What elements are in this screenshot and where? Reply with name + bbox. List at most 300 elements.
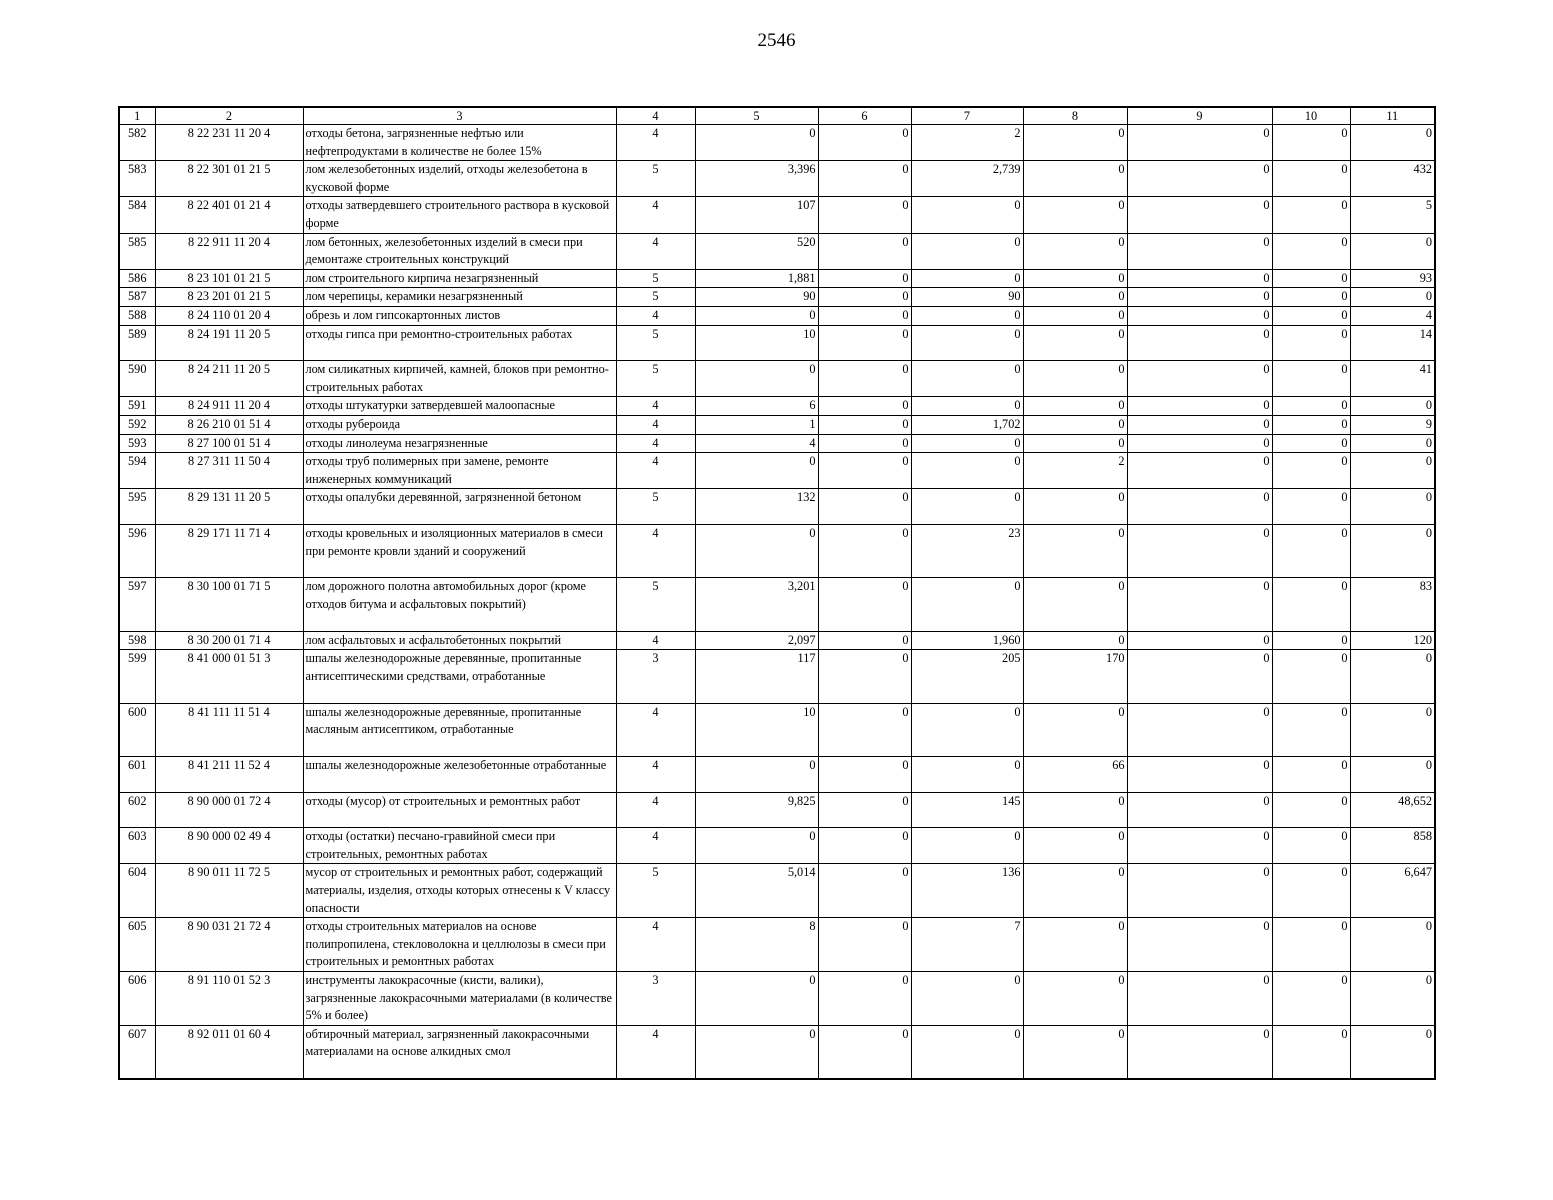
value-cell: 0 [1023, 125, 1127, 161]
column-header: 6 [818, 107, 911, 125]
table-row [119, 578, 1435, 631]
value-cell: 0 [911, 828, 1023, 864]
value-cell: 0 [695, 1025, 818, 1078]
value-cell: 0 [1023, 828, 1127, 864]
hazard-class-cell: 5 [616, 578, 695, 631]
hazard-class-cell: 4 [616, 631, 695, 650]
hazard-class-cell: 4 [616, 306, 695, 325]
value-cell: 0 [1127, 269, 1272, 288]
value-cell: 0 [1023, 197, 1127, 233]
value-cell: 6,647 [1350, 864, 1435, 918]
name-cell: отходы кровельных и изоляционных материалов в смеси при ремонте кровли зданий и сооружений [303, 525, 616, 578]
code-cell: 8 30 100 01 71 5 [155, 578, 303, 631]
value-cell: 0 [1127, 325, 1272, 361]
name-cell: шпалы железнодорожные деревянные, пропитанные антисептическими средствами, отработанные [303, 650, 616, 703]
value-cell: 0 [1127, 161, 1272, 197]
hazard-class-cell: 4 [616, 434, 695, 453]
value-cell: 107 [695, 197, 818, 233]
name-cell: обрезь и лом гипсокартонных листов [303, 306, 616, 325]
table-row [119, 1025, 1435, 1078]
table-row [119, 918, 1435, 972]
code-cell: 8 22 231 11 20 4 [155, 125, 303, 161]
name-cell: лом силикатных кирпичей, камней, блоков при ремонтно-строительных работах [303, 361, 616, 397]
row-number-cell: 602 [119, 792, 155, 828]
row-number-cell: 587 [119, 288, 155, 307]
row-number-cell: 607 [119, 1025, 155, 1078]
value-cell: 0 [1350, 971, 1435, 1025]
value-cell: 90 [911, 288, 1023, 307]
code-cell: 8 90 000 02 49 4 [155, 828, 303, 864]
value-cell: 0 [695, 971, 818, 1025]
value-cell: 0 [1127, 578, 1272, 631]
value-cell: 0 [1023, 918, 1127, 972]
row-number-cell: 605 [119, 918, 155, 972]
value-cell: 0 [818, 489, 911, 525]
value-cell: 2 [911, 125, 1023, 161]
name-cell: отходы труб полимерных при замене, ремонте инженерных коммуникаций [303, 453, 616, 489]
value-cell: 0 [818, 197, 911, 233]
name-cell: отходы рубероида [303, 416, 616, 435]
value-cell: 0 [818, 233, 911, 269]
name-cell: отходы линолеума незагрязненные [303, 434, 616, 453]
value-cell: 0 [818, 397, 911, 416]
row-number-cell: 603 [119, 828, 155, 864]
value-cell: 0 [1272, 416, 1350, 435]
value-cell: 0 [1127, 288, 1272, 307]
value-cell: 0 [818, 269, 911, 288]
value-cell: 0 [1272, 971, 1350, 1025]
value-cell: 0 [1127, 1025, 1272, 1078]
value-cell: 5,014 [695, 864, 818, 918]
table-row [119, 434, 1435, 453]
value-cell: 0 [1272, 792, 1350, 828]
value-cell: 5 [1350, 197, 1435, 233]
value-cell: 0 [1272, 397, 1350, 416]
name-cell: мусор от строительных и ремонтных работ, содержащий материалы, изделия, отходы которых отнесены к V классу опасности [303, 864, 616, 918]
row-number-cell: 583 [119, 161, 155, 197]
value-cell: 120 [1350, 631, 1435, 650]
value-cell: 0 [818, 792, 911, 828]
value-cell: 0 [818, 525, 911, 578]
value-cell: 0 [1272, 361, 1350, 397]
row-number-cell: 600 [119, 703, 155, 756]
value-cell: 0 [1350, 397, 1435, 416]
table-row [119, 453, 1435, 489]
value-cell: 0 [818, 361, 911, 397]
value-cell: 6 [695, 397, 818, 416]
value-cell: 0 [1127, 971, 1272, 1025]
value-cell: 0 [1350, 650, 1435, 703]
value-cell: 0 [1272, 453, 1350, 489]
value-cell: 0 [1272, 197, 1350, 233]
value-cell: 0 [1127, 792, 1272, 828]
code-cell: 8 23 101 01 21 5 [155, 269, 303, 288]
table-row [119, 828, 1435, 864]
value-cell: 0 [911, 756, 1023, 792]
table-row [119, 525, 1435, 578]
table-row [119, 161, 1435, 197]
table-row [119, 650, 1435, 703]
hazard-class-cell: 4 [616, 792, 695, 828]
table-row [119, 306, 1435, 325]
value-cell: 10 [695, 325, 818, 361]
value-cell: 83 [1350, 578, 1435, 631]
value-cell: 93 [1350, 269, 1435, 288]
table-row [119, 489, 1435, 525]
value-cell: 117 [695, 650, 818, 703]
value-cell: 0 [1127, 631, 1272, 650]
column-header: 2 [155, 107, 303, 125]
code-cell: 8 90 031 21 72 4 [155, 918, 303, 972]
value-cell: 10 [695, 703, 818, 756]
value-cell: 0 [1127, 197, 1272, 233]
value-cell: 0 [695, 828, 818, 864]
value-cell: 0 [1023, 269, 1127, 288]
value-cell: 0 [1023, 792, 1127, 828]
name-cell: отходы штукатурки затвердевшей малоопасные [303, 397, 616, 416]
code-cell: 8 22 911 11 20 4 [155, 233, 303, 269]
name-cell: отходы бетона, загрязненные нефтью или нефтепродуктами в количестве не более 15% [303, 125, 616, 161]
value-cell: 0 [1023, 864, 1127, 918]
value-cell: 0 [1127, 918, 1272, 972]
hazard-class-cell: 3 [616, 971, 695, 1025]
value-cell: 0 [1272, 631, 1350, 650]
value-cell: 0 [1350, 756, 1435, 792]
value-cell: 145 [911, 792, 1023, 828]
value-cell: 132 [695, 489, 818, 525]
column-header: 4 [616, 107, 695, 125]
value-cell: 0 [1272, 578, 1350, 631]
value-cell: 0 [1272, 161, 1350, 197]
table-row [119, 125, 1435, 161]
value-cell: 0 [818, 125, 911, 161]
value-cell: 0 [1272, 306, 1350, 325]
value-cell: 0 [695, 453, 818, 489]
code-cell: 8 41 111 11 51 4 [155, 703, 303, 756]
row-number-cell: 589 [119, 325, 155, 361]
row-number-cell: 599 [119, 650, 155, 703]
hazard-class-cell: 5 [616, 361, 695, 397]
value-cell: 0 [818, 288, 911, 307]
table-body [119, 125, 1435, 1079]
name-cell: отходы опалубки деревянной, загрязненной бетоном [303, 489, 616, 525]
value-cell: 0 [818, 703, 911, 756]
hazard-class-cell: 3 [616, 650, 695, 703]
column-header: 11 [1350, 107, 1435, 125]
hazard-class-cell: 4 [616, 453, 695, 489]
value-cell: 0 [1023, 631, 1127, 650]
code-cell: 8 27 311 11 50 4 [155, 453, 303, 489]
value-cell: 0 [1272, 756, 1350, 792]
value-cell: 0 [1127, 306, 1272, 325]
table-row [119, 397, 1435, 416]
hazard-class-cell: 4 [616, 918, 695, 972]
value-cell: 0 [695, 361, 818, 397]
code-cell: 8 91 110 01 52 3 [155, 971, 303, 1025]
row-number-cell: 593 [119, 434, 155, 453]
table-row [119, 971, 1435, 1025]
value-cell: 520 [695, 233, 818, 269]
name-cell: отходы (остатки) песчано-гравийной смеси при строительных, ремонтных работах [303, 828, 616, 864]
value-cell: 0 [818, 1025, 911, 1078]
value-cell: 0 [1023, 971, 1127, 1025]
table-row [119, 269, 1435, 288]
value-cell: 0 [1127, 125, 1272, 161]
row-number-cell: 585 [119, 233, 155, 269]
value-cell: 0 [911, 1025, 1023, 1078]
value-cell: 0 [911, 361, 1023, 397]
value-cell: 0 [1272, 288, 1350, 307]
value-cell: 0 [1350, 434, 1435, 453]
value-cell: 0 [1023, 325, 1127, 361]
row-number-cell: 586 [119, 269, 155, 288]
value-cell: 0 [818, 828, 911, 864]
value-cell: 23 [911, 525, 1023, 578]
value-cell: 1,702 [911, 416, 1023, 435]
table-row [119, 792, 1435, 828]
value-cell: 0 [1127, 828, 1272, 864]
value-cell: 0 [818, 434, 911, 453]
value-cell: 0 [1023, 489, 1127, 525]
name-cell: лом строительного кирпича незагрязненный [303, 269, 616, 288]
value-cell: 0 [911, 269, 1023, 288]
value-cell: 0 [911, 703, 1023, 756]
table-row [119, 631, 1435, 650]
row-number-cell: 588 [119, 306, 155, 325]
value-cell: 2 [1023, 453, 1127, 489]
hazard-class-cell: 4 [616, 397, 695, 416]
value-cell: 90 [695, 288, 818, 307]
value-cell: 0 [818, 325, 911, 361]
value-cell: 0 [1350, 125, 1435, 161]
name-cell: шпалы железнодорожные деревянные, пропитанные масляным антисептиком, отработанные [303, 703, 616, 756]
value-cell: 0 [911, 453, 1023, 489]
code-cell: 8 26 210 01 51 4 [155, 416, 303, 435]
value-cell: 0 [818, 631, 911, 650]
value-cell: 136 [911, 864, 1023, 918]
value-cell: 1,960 [911, 631, 1023, 650]
hazard-class-cell: 5 [616, 161, 695, 197]
value-cell: 0 [1127, 703, 1272, 756]
code-cell: 8 92 011 01 60 4 [155, 1025, 303, 1078]
name-cell: лом дорожного полотна автомобильных дорог (кроме отходов битума и асфальтовых покрытий) [303, 578, 616, 631]
value-cell: 0 [818, 578, 911, 631]
value-cell: 0 [1272, 864, 1350, 918]
code-cell: 8 24 911 11 20 4 [155, 397, 303, 416]
value-cell: 0 [1272, 233, 1350, 269]
value-cell: 0 [818, 918, 911, 972]
table-row [119, 197, 1435, 233]
hazard-class-cell: 4 [616, 703, 695, 756]
value-cell: 0 [1127, 361, 1272, 397]
value-cell: 0 [911, 397, 1023, 416]
code-cell: 8 29 131 11 20 5 [155, 489, 303, 525]
table-row [119, 361, 1435, 397]
hazard-class-cell: 4 [616, 1025, 695, 1078]
value-cell: 0 [911, 578, 1023, 631]
value-cell: 0 [911, 434, 1023, 453]
value-cell: 0 [1272, 828, 1350, 864]
value-cell: 0 [1023, 288, 1127, 307]
hazard-class-cell: 5 [616, 288, 695, 307]
hazard-class-cell: 4 [616, 125, 695, 161]
value-cell: 858 [1350, 828, 1435, 864]
value-cell: 0 [1023, 525, 1127, 578]
waste-table [118, 106, 1436, 1080]
value-cell: 0 [911, 971, 1023, 1025]
table-row [119, 288, 1435, 307]
table-row [119, 756, 1435, 792]
value-cell: 0 [1023, 233, 1127, 269]
code-cell: 8 23 201 01 21 5 [155, 288, 303, 307]
hazard-class-cell: 4 [616, 828, 695, 864]
name-cell: отходы (мусор) от строительных и ремонтных работ [303, 792, 616, 828]
hazard-class-cell: 4 [616, 233, 695, 269]
row-number-cell: 591 [119, 397, 155, 416]
hazard-class-cell: 4 [616, 197, 695, 233]
value-cell: 0 [695, 306, 818, 325]
code-cell: 8 90 011 11 72 5 [155, 864, 303, 918]
column-header: 5 [695, 107, 818, 125]
hazard-class-cell: 4 [616, 416, 695, 435]
value-cell: 0 [911, 325, 1023, 361]
column-header: 10 [1272, 107, 1350, 125]
hazard-class-cell: 5 [616, 489, 695, 525]
value-cell: 0 [1350, 288, 1435, 307]
code-cell: 8 24 191 11 20 5 [155, 325, 303, 361]
value-cell: 432 [1350, 161, 1435, 197]
table-row [119, 325, 1435, 361]
value-cell: 7 [911, 918, 1023, 972]
column-header: 3 [303, 107, 616, 125]
code-cell: 8 27 100 01 51 4 [155, 434, 303, 453]
row-number-cell: 606 [119, 971, 155, 1025]
value-cell: 0 [1272, 325, 1350, 361]
column-header: 8 [1023, 107, 1127, 125]
code-cell: 8 22 301 01 21 5 [155, 161, 303, 197]
value-cell: 0 [911, 197, 1023, 233]
value-cell: 0 [1127, 434, 1272, 453]
value-cell: 0 [1127, 525, 1272, 578]
value-cell: 0 [695, 525, 818, 578]
value-cell: 3,396 [695, 161, 818, 197]
value-cell: 9,825 [695, 792, 818, 828]
row-number-cell: 590 [119, 361, 155, 397]
code-cell: 8 41 000 01 51 3 [155, 650, 303, 703]
name-cell: лом бетонных, железобетонных изделий в смеси при демонтаже строительных конструкций [303, 233, 616, 269]
value-cell: 0 [1272, 703, 1350, 756]
value-cell: 0 [1023, 578, 1127, 631]
value-cell: 0 [1272, 125, 1350, 161]
value-cell: 0 [1272, 525, 1350, 578]
code-cell: 8 29 171 11 71 4 [155, 525, 303, 578]
value-cell: 0 [818, 864, 911, 918]
table-row [119, 703, 1435, 756]
column-header: 7 [911, 107, 1023, 125]
value-cell: 0 [1127, 650, 1272, 703]
name-cell: инструменты лакокрасочные (кисти, валики), загрязненные лакокрасочными материалами (в количестве 5% и более) [303, 971, 616, 1025]
value-cell: 0 [1023, 1025, 1127, 1078]
value-cell: 0 [818, 650, 911, 703]
value-cell: 0 [911, 489, 1023, 525]
value-cell: 0 [1272, 650, 1350, 703]
value-cell: 0 [695, 756, 818, 792]
column-header: 1 [119, 107, 155, 125]
row-number-cell: 595 [119, 489, 155, 525]
value-cell: 0 [1350, 525, 1435, 578]
code-cell: 8 22 401 01 21 4 [155, 197, 303, 233]
value-cell: 0 [818, 416, 911, 435]
hazard-class-cell: 5 [616, 864, 695, 918]
value-cell: 0 [911, 233, 1023, 269]
value-cell: 205 [911, 650, 1023, 703]
row-number-cell: 596 [119, 525, 155, 578]
code-cell: 8 90 000 01 72 4 [155, 792, 303, 828]
code-cell: 8 24 211 11 20 5 [155, 361, 303, 397]
value-cell: 0 [1350, 489, 1435, 525]
name-cell: отходы гипса при ремонтно-строительных работах [303, 325, 616, 361]
row-number-cell: 598 [119, 631, 155, 650]
value-cell: 0 [1023, 161, 1127, 197]
row-number-cell: 582 [119, 125, 155, 161]
page-number: 2546 [757, 30, 796, 51]
value-cell: 0 [1023, 361, 1127, 397]
name-cell: лом железобетонных изделий, отходы железобетона в кусковой форме [303, 161, 616, 197]
value-cell: 1 [695, 416, 818, 435]
hazard-class-cell: 5 [616, 269, 695, 288]
hazard-class-cell: 4 [616, 525, 695, 578]
value-cell: 0 [1350, 453, 1435, 489]
value-cell: 170 [1023, 650, 1127, 703]
header-row [119, 107, 1435, 125]
value-cell: 0 [1272, 269, 1350, 288]
row-number-cell: 601 [119, 756, 155, 792]
value-cell: 0 [1272, 918, 1350, 972]
name-cell: отходы затвердевшего строительного раствора в кусковой форме [303, 197, 616, 233]
hazard-class-cell: 4 [616, 756, 695, 792]
value-cell: 0 [1350, 1025, 1435, 1078]
name-cell: обтирочный материал, загрязненный лакокрасочными материалами на основе алкидных смол [303, 1025, 616, 1078]
value-cell: 2,097 [695, 631, 818, 650]
code-cell: 8 24 110 01 20 4 [155, 306, 303, 325]
hazard-class-cell: 5 [616, 325, 695, 361]
value-cell: 0 [1023, 397, 1127, 416]
value-cell: 0 [1127, 489, 1272, 525]
value-cell: 0 [1023, 434, 1127, 453]
value-cell: 0 [1272, 434, 1350, 453]
column-header: 9 [1127, 107, 1272, 125]
value-cell: 2,739 [911, 161, 1023, 197]
value-cell: 48,652 [1350, 792, 1435, 828]
value-cell: 8 [695, 918, 818, 972]
name-cell: шпалы железнодорожные железобетонные отработанные [303, 756, 616, 792]
value-cell: 4 [695, 434, 818, 453]
code-cell: 8 41 211 11 52 4 [155, 756, 303, 792]
value-cell: 0 [1127, 416, 1272, 435]
value-cell: 14 [1350, 325, 1435, 361]
value-cell: 0 [1350, 918, 1435, 972]
name-cell: лом асфальтовых и асфальтобетонных покрытий [303, 631, 616, 650]
value-cell: 0 [1023, 416, 1127, 435]
value-cell: 0 [1127, 864, 1272, 918]
row-number-cell: 594 [119, 453, 155, 489]
value-cell: 0 [695, 125, 818, 161]
value-cell: 0 [1127, 233, 1272, 269]
value-cell: 0 [818, 453, 911, 489]
value-cell: 0 [1350, 233, 1435, 269]
value-cell: 41 [1350, 361, 1435, 397]
value-cell: 0 [818, 161, 911, 197]
